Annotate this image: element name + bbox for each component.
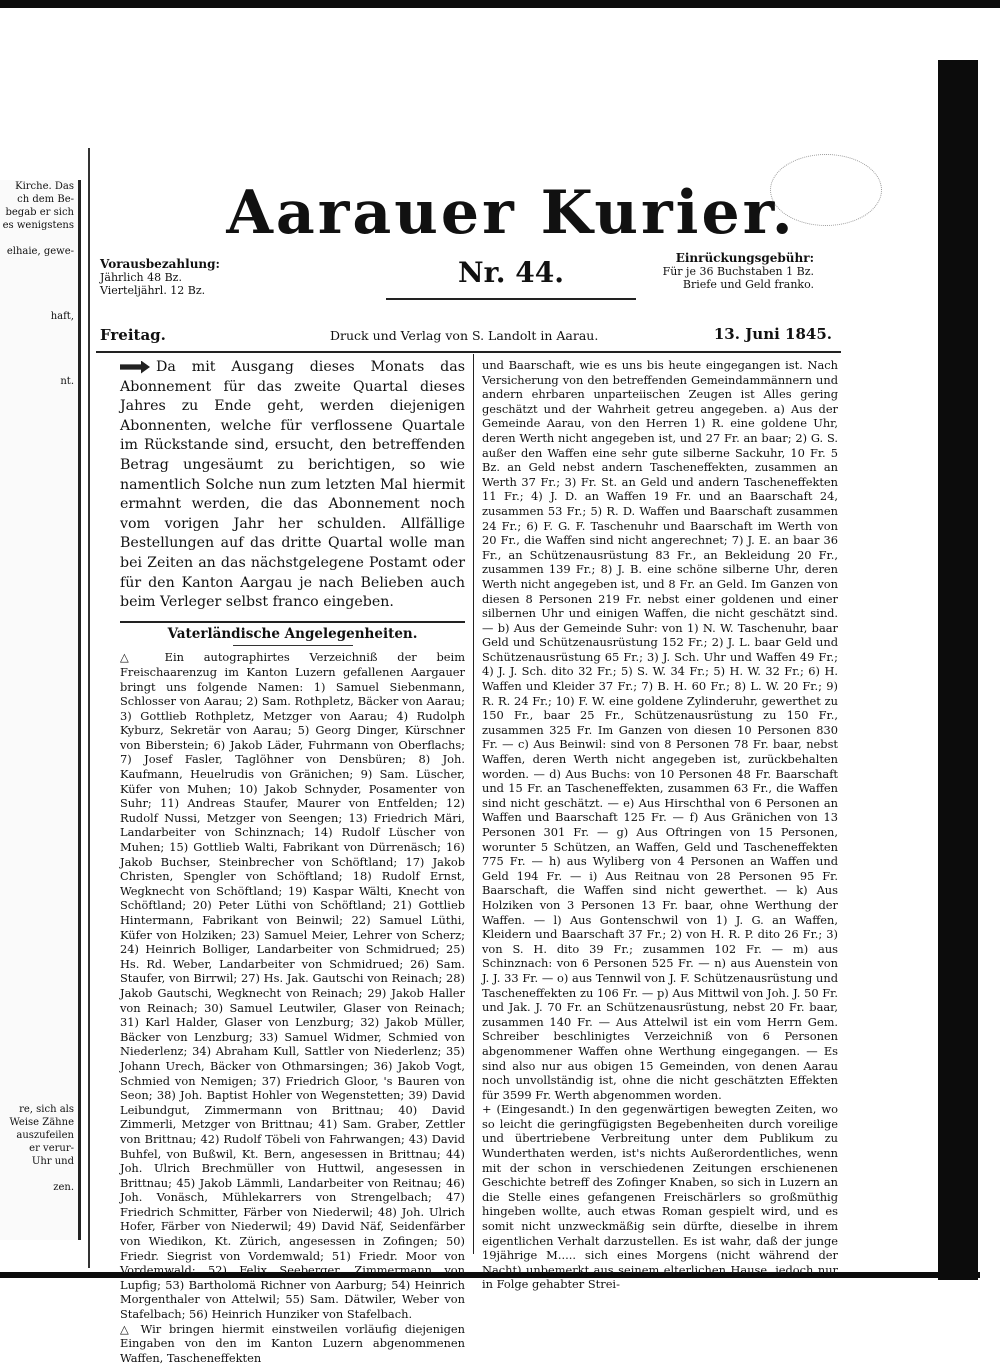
fragment-line [0, 908, 78, 921]
fragment-line [0, 1090, 78, 1103]
newspaper-title: Aarauer Kurier. [226, 178, 796, 248]
fragment-line [0, 895, 78, 908]
fragment-line [0, 960, 78, 973]
fragment-line [0, 1064, 78, 1077]
fragment-line [0, 778, 78, 791]
fragment-line: Kirche. Das [15, 181, 74, 192]
fragment-line [0, 362, 78, 375]
subscription-yearly: Jährlich 48 Bz. [100, 271, 182, 284]
scan-edge-top [0, 0, 1000, 8]
article-paragraph: + (Eingesandt.) In den gegenwärtigen bewegten Zeiten, wo so leicht die geringfügigsten Begebenheiten durch voreilige und übertriebene Verbreitung unter dem Publikum zu Wunderthaten werden, ist's nichts Außerordentliches, wenn mit der schon in verschiedenen Zeitungen erschienenen Geschichte betreff des Zofinger Knaben, so sich in Luzern an die Stelle eines gefangenen Freischärlers so großmüthig hingeben wollte, auch etwas Roman gespielt wird, und es somit nicht unzweckmäßig sein dürfte, dieselbe in ihrem eigentlichen Verhalt darzustellen. Es ist wahr, daß der junge 19jährige M..... sich eines Morgens (nicht während der Nacht) unbemerkt aus seinem elterlichen Hause, jedoch nur in Folge gehabter Strei- [482, 1102, 838, 1292]
fragment-line [0, 648, 78, 661]
fragment-line [0, 1025, 78, 1038]
fragment-line [0, 531, 78, 544]
fragment-line [0, 1051, 78, 1064]
fragment-line [0, 596, 78, 609]
fragment-line [0, 427, 78, 440]
fragment-line [0, 830, 78, 843]
column-divider [473, 354, 474, 1254]
fragment-line: nt. [60, 376, 74, 387]
fragment-line: haft, [50, 311, 74, 322]
insertion-rate: Für je 36 Buchstaben 1 Bz. [662, 265, 814, 278]
fragment-line [0, 323, 78, 336]
fragment-line [0, 856, 78, 869]
fragment-line [0, 609, 78, 622]
fragment-line [0, 713, 78, 726]
fragment-line [0, 336, 78, 349]
issue-rule [386, 298, 636, 300]
fragment-line [0, 453, 78, 466]
pointing-hand-icon [120, 361, 150, 374]
fragment-line: er verur- [29, 1143, 74, 1154]
fragment-line [0, 661, 78, 674]
fragment-line [0, 999, 78, 1012]
insertion-info [663, 252, 814, 291]
fragment-line [0, 232, 78, 245]
fragment-line [0, 687, 78, 700]
insertion-note: Briefe und Geld franko. [682, 278, 814, 291]
scan-edge-right [938, 60, 978, 1280]
fragment-line [0, 869, 78, 882]
fragment-line [0, 635, 78, 648]
subscription-quarterly: Vierteljährl. 12 Bz. [100, 284, 206, 297]
fragment-line [0, 401, 78, 414]
header-rule [96, 351, 841, 353]
issue-date: 13. Juni 1845. [713, 325, 832, 343]
fragment-line: Uhr und [31, 1156, 74, 1167]
section-heading: Vaterländische Angelegenheiten. [167, 625, 418, 642]
fragment-line [0, 986, 78, 999]
insertion-title: Einrückungsgebühr: [675, 251, 814, 265]
fragment-line [0, 1168, 78, 1181]
fragment-line [0, 791, 78, 804]
fragment-line [0, 700, 78, 713]
right-column [482, 358, 838, 1292]
fragment-line [0, 349, 78, 362]
fragment-line [0, 1038, 78, 1051]
weekday: Freitag. [100, 326, 166, 344]
fragment-line [0, 557, 78, 570]
fragment-line [0, 882, 78, 895]
issue-number: Nr. 44. [458, 256, 564, 289]
announcement-text: Da mit Ausgang dieses Monats das Abonnement für das zweite Quartal dieses Jahres zu Ende geht, werden diejenigen Abonnenten, welche für verflossene Quartale im Rückstande sind, ersucht, den betreffenden Betrag ungesäumt zu berichtigen, so wie namentlich Solche nun zum letzten Mal hiermit ermahnt werden, die das Abonnement noch vom vorigen Jahr her schulden. Allfällige Bestellungen auf das dritte Quartal wolle man bei Zeiten an das nächstgelegene Postamt oder für den Kanton Aargau je nach Belieben auch beim Verleger selbst franco eingeben. [120, 359, 465, 611]
fragment-line: es wenigstens [2, 220, 74, 231]
fragment-line [0, 739, 78, 752]
article-paragraph: und Baarschaft, wie es uns bis heute eingegangen ist. Nach Versicherung von den betreffenden Gemeindammännern und andern ehrbaren unparteiischen Zeugen ist Alles gering geschätzt und der Wahrheit getreu angegeben. a) Aus der Gemeinde Aarau, von den Herren 1) R. eine goldene Uhr, deren Werth nicht angegeben ist, und 27 Fr. an baar; 2) G. S. außer den Waffen eine sehr gute silberne Sackuhr, 10 Fr. 5 Bz. an Geld nebst andern Taschenеffekten, zusammen an Werth 37 Fr.; 3) Fr. St. an Geld und andern Taschenеffekten 11 Fr.; 4) J. D. an Waffen 19 Fr. und an Baarschaft 24, zusammen 53 Fr.; 5) R. D. Waffen und Baarschaft zusammen 24 Fr.; 6) F. G. F. Taschenuhr und Baarschaft im Werth von 20 Fr., die Waffen sind nicht angerechnet; 7) J. E. an baar 36 Fr., an Schützenausrüstung 83 Fr., an Bekleidung 20 Fr., zusammen 139 Fr.; 8) J. B. eine schöne silberne Uhr, deren Werth nicht angegeben ist, und 8 Fr. an Geld. Im Ganzen von diesen 8 Personen 219 Fr. nebst einer goldenen und einer silbernen Uhr und einigen Waffen, die nicht geschätzt sind. — b) Aus der Gemeinde Suhr: von 1) N. W. Taschenuhr, baar Geld und Schützenausrüstung 152 Fr.; 2) J. L. baar Geld und Schützenausrüstung 65 Fr.; 3) J. Sch. Uhr und Waffen 49 Fr.; 4) J. J. Sch. dito 32 Fr.; 5) S. W. 34 Fr.; 5) H. W. 32 Fr.; 6) H. Waffen und Kleider 37 Fr.; 7) B. H. 60 Fr.; 8) L. W. 20 Fr.; 9) R. R. 24 Fr.; 10) F. W. eine goldene Zylinderuhr, gewerthet zu 150 Fr., baar 25 Fr., Schützenausrüstung zu 150 Fr., zusammen 325 Fr. Im Ganzen von diesen 10 Personen 830 Fr. — c) Aus Beinwil: sind von 8 Personen 78 Fr. baar, nebst Waffen, deren Werth nicht angegeben ist, zurückbehalten worden. — d) Aus Buchs: von 10 Personen 48 Fr. Baarschaft und 15 Fr. an Taschenеffekten, zusammen 63 Fr., die Waffen sind nicht geschätzt. — e) Aus Hirschthal von 6 Personen an Waffen und Baarschaft 125 Fr. — f) Aus Gränichen von 13 Personen 301 Fr. — g) Aus Oftringen von 15 Personen, worunter 5 Schützen, an Waffen, Geld und Taschenеffekten 775 Fr. — h) aus Wyliberg von 4 Personen an Waffen und Geld 194 Fr. — i) Aus Reitnau von 28 Personen 95 Fr. Baarschaft, die Waffen sind nicht gewerthet. — k) Aus Holziken von 3 Personen 13 Fr. baar, ohne Werthung der Waffen. — l) Aus Gontenschwil von 1) J. G. an Waffen, Kleidern und Baarschaft 37 Fr.; 2) von H. R. P. dito 26 Fr.; 3) von S. H. dito 39 Fr.; zusammen 102 Fr. — m) aus Schinznach: von 6 Personen 525 Fr. — n) aus Auenstein von J. J. 33 Fr. — o) aus Tennwil von J. F. Schützenausrüstung und Taschenеffekten zu 106 Fr. — p) Aus Mittwil von Joh. J. 50 Fr. und Jak. J. 70 Fr. an Schützenausrüstung, nebst 20 Fr. baar, zusammen 140 Fr. — Aus Attelwil ist ein vom Herrn Gem. Schreiber beschlinigtes Verzeichniß von 6 Personen abgenommener Waffen ohne Werthung eingegangen. — Es sind also nur aus obigen 15 Gemeinden, von denen Aarau noch unvollständig ist, ohne die nicht geschätzten Effekten für 3599 Fr. Werth abgenommen worden. [482, 358, 838, 1102]
fragment-line [0, 271, 78, 284]
fragment-line [0, 973, 78, 986]
fragment-line [0, 947, 78, 960]
subscription-title: Vorausbezahlung: [100, 257, 220, 271]
fragment-line [0, 388, 78, 401]
fragment-line [0, 466, 78, 479]
article-paragraph: △ Wir bringen hiermit einstweilen vorläufig diejenigen Eingaben von den im Kanton Luzern abgenommenen Waffen, Tascheneffekten [120, 1321, 465, 1365]
fragment-line: begab er sich [5, 207, 74, 218]
fragment-line [0, 284, 78, 297]
fragment-line [0, 258, 78, 271]
newspaper-page [88, 148, 932, 1365]
left-column [120, 358, 465, 1365]
fragment-line [0, 583, 78, 596]
fragment-line: auszufeilen [16, 1130, 74, 1141]
fragment-line [0, 492, 78, 505]
fragment-line [0, 440, 78, 453]
fragment-line: re, sich als [19, 1104, 74, 1115]
fragment-line [0, 544, 78, 557]
fragment-line [0, 414, 78, 427]
fragment-line [0, 817, 78, 830]
fragment-line [0, 1077, 78, 1090]
adjacent-page-fragment [0, 180, 81, 1240]
fragment-line [0, 297, 78, 310]
fragment-line [0, 843, 78, 856]
fragment-line [0, 622, 78, 635]
fragment-line [0, 1012, 78, 1025]
fragment-line [0, 934, 78, 947]
fragment-line [0, 765, 78, 778]
fragment-line [0, 674, 78, 687]
section-rule [120, 621, 465, 623]
fragment-line [0, 570, 78, 583]
fragment-line: elhaie, gewe- [6, 246, 74, 257]
fragment-line [0, 505, 78, 518]
fragment-line: Weise Zähne [9, 1117, 74, 1128]
fragment-line [0, 752, 78, 765]
fragment-line [0, 804, 78, 817]
imprint: Druck und Verlag von S. Landolt in Aarau. [330, 328, 599, 343]
subscription-announcement [120, 358, 465, 613]
fragment-line [0, 518, 78, 531]
fragment-line [0, 479, 78, 492]
fragment-line: ch dem Be- [17, 194, 74, 205]
section-heading-rule [233, 645, 353, 646]
fragment-line [0, 921, 78, 934]
article-paragraph: △ Ein autographirtes Verzeichniß der beim Freischaarenzug im Kanton Luzern gefallenen Aargauer bringt uns folgende Namen: 1) Samuel Siebenmann, Schlosser von Aarau; 2) Sam. Rothpletz, Bäcker von Aarau; 3) Gottlieb Rothpletz, Metzger von Aarau; 4) Rudolph Kyburz, Sekretär von Aarau; 5) Georg Dinger, Kürschner von Biberstein; 6) Jakob Läder, Fuhrmann von Oberflachs; 7) Josef Fasler, Taglöhner von Densbüren; 8) Joh. Kaufmann, Heuelrudis von Gränichen; 9) Sam. Lüscher, Küfer von Muhen; 10) Jakob Schnyder, Posamenter von Suhr; 11) Andreas Staufer, Maurer von Entfelden; 12) Rudolf Nussi, Metzger von Seengen; 13) Friedrich Märi, Landarbeiter von Schinznach; 14) Rudolf Lüscher von Muhen; 15) Gottlieb Walti, Fabrikant von Dürrenäsch; 16) Jakob Buchser, Steinbrecher von Schöftland; 17) Jakob Christen, Spengler von Schöftland; 18) Rudolf Ernst, Wegknecht von Schöftland; 19) Kaspar Wälti, Knecht von Schöftland; 20) Peter Lüthi von Schöftland; 21) Gottlieb Hintermann, Fabrikant von Beinwil; 22) Samuel Lüthi, Küfer von Holziken; 23) Samuel Meier, Lehrer von Scherz; 24) Heinrich Bolliger, Landarbeiter von Schmidrued; 25) Hs. Rd. Weber, Landarbeiter von Schmidrued; 26) Sam. Staufer, von Birrwil; 27) Hs. Jak. Gautschi von Reinach; 28) Jakob Gautschi, Wegknecht von Reinach; 29) Jakob Haller von Reinach; 30) Samuel Leutwiler, Glaser von Reinach; 31) Karl Halder, Glaser von Lenzburg; 32) Jakob Müller, Bäcker von Lenzburg; 33) Samuel Widmer, Schmied von Niederlenz; 34) Abraham Kull, Sattler von Niederlenz; 35) Johann Urech, Bäcker von Othmarsingen; 36) Jakob Vogt, Schmied von Nemigen; 37) Friedrich Gloor, 's Bauren von Seon; 38) Joh. Baptist Hohler von Wegenstetten; 39) David Leibundgut, Zimmermann von Brittnau; 40) David Zimmerli, Metzger von Brittnau; 41) Sam. Graber, Zettler von Brittnau; 42) Rudolf Töbeli von Fahrwangen; 43) David Buhfel, von Bußwil, Kt. Bern, angesessen in Brittnau; 44) Joh. Ulrich Brechmüller von Huttwil, angesessen in Brittnau; 45) Jakob Lämmli, Landarbeiter von Reitnau; 46) Joh. Vonäsch, Mühlekarrers von Strengelbach; 47) Friedrich Schmitter, Färber von Niederwil; 48) Joh. Ulrich Hofer, Färber von Niederwil; 49) David Näf, Seidenfärber von Wiedikon, Kt. Zürich, angesessen in Zofingen; 50) Friedr. Siegrist von Vordemwald; 51) Friedr. Moor von Vordemwald; 52) Felix Seeberger, Zimmermann von Lupfig; 53) Bartholomä Richner von Aarburg; 54) Heinrich Morgenthaler von Attelwil; 55) Sam. Dätwiler, Weber von Stafelbach; 56) Heinrich Hunziker von Stafelbach. [120, 650, 465, 1322]
fragment-line [0, 726, 78, 739]
fragment-line: zen. [53, 1182, 74, 1193]
